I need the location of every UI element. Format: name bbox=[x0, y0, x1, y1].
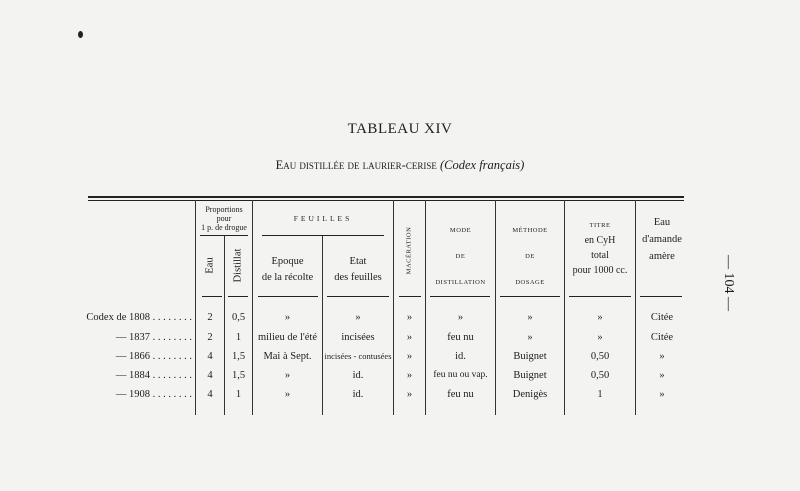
cell-epoque: Mai à Sept. bbox=[263, 351, 312, 362]
cell-eau: 4 bbox=[207, 351, 213, 362]
cell-epoque: » bbox=[284, 389, 291, 400]
header-titre-line1: TITRE bbox=[589, 222, 611, 229]
cell-maceration: » bbox=[406, 312, 413, 323]
cell-label: — 1866 . . . . . . . . bbox=[115, 351, 192, 362]
header-rule bbox=[640, 296, 682, 297]
header-rule bbox=[327, 296, 389, 297]
header-amande-line2: d'amande bbox=[642, 234, 682, 245]
header-titre-line2: en CyH bbox=[584, 235, 616, 246]
cell-etat: » bbox=[355, 312, 361, 323]
header-feuilles: FEUILLES bbox=[293, 214, 353, 223]
cell-methode: Buignet bbox=[513, 370, 547, 381]
header-titre-line3: total bbox=[591, 250, 609, 261]
header-mode-line1: MODE bbox=[449, 227, 472, 234]
cell-eau: 2 bbox=[207, 332, 213, 343]
page-title: TABLEAU XIV bbox=[347, 121, 453, 137]
cell-etat: incisées - contusées bbox=[324, 351, 392, 361]
cell-eau: 4 bbox=[207, 370, 213, 381]
header-rule bbox=[228, 296, 248, 297]
header-distillat: Distillat bbox=[232, 248, 244, 283]
cell-methode: Denigès bbox=[512, 389, 548, 400]
header-etat bbox=[323, 254, 393, 286]
cell-titre: 0,50 bbox=[590, 351, 610, 362]
page-number: — 104 — bbox=[721, 255, 736, 311]
cell-epoque: » bbox=[284, 312, 291, 323]
top-rule bbox=[88, 196, 684, 198]
cell-distillat: 1 bbox=[235, 332, 242, 343]
cell-label: — 1837 . . . . . . . . bbox=[115, 332, 192, 343]
cell-methode: » bbox=[527, 332, 533, 343]
cell-mode: feu nu bbox=[447, 332, 474, 343]
cell-etat: id. bbox=[352, 370, 364, 381]
header-titre-line4: pour 1000 cc. bbox=[572, 265, 628, 276]
header-proportions bbox=[196, 205, 252, 232]
header-eau: Eau bbox=[204, 257, 216, 274]
cell-maceration: » bbox=[406, 351, 413, 362]
cell-amande: » bbox=[659, 389, 665, 400]
header-maceration: MACÉRATION bbox=[405, 226, 413, 275]
subtitle-text: Eau distillée de laurier-cerise bbox=[275, 158, 437, 172]
cell-eau: 4 bbox=[207, 389, 213, 400]
cell-etat: id. bbox=[352, 389, 364, 400]
feuilles-brace bbox=[262, 235, 384, 236]
subtitle-italic: (Codex français) bbox=[439, 158, 525, 172]
col-rule bbox=[195, 200, 196, 415]
proportions-brace bbox=[200, 235, 248, 236]
header-methode bbox=[496, 218, 564, 296]
header-mode-line3: DISTILLATION bbox=[435, 279, 486, 286]
header-epoque-line1: Epoque bbox=[271, 256, 304, 267]
header-rule bbox=[202, 296, 222, 297]
cell-methode: » bbox=[527, 312, 533, 323]
header-epoque bbox=[253, 254, 322, 286]
cell-epoque: milieu de l'été bbox=[257, 332, 318, 343]
cell-etat: incisées bbox=[341, 332, 375, 343]
cell-label: — 1884 . . . . . . . . bbox=[115, 370, 192, 381]
cell-maceration: » bbox=[406, 370, 413, 381]
cell-mode: feu nu bbox=[447, 389, 474, 400]
cell-epoque: » bbox=[284, 370, 291, 381]
header-pour-label: pour bbox=[216, 214, 232, 223]
header-mode bbox=[426, 218, 495, 296]
cell-maceration: » bbox=[406, 389, 413, 400]
cell-methode: Buignet bbox=[513, 351, 547, 362]
cell-distillat: 1,5 bbox=[231, 370, 246, 381]
header-rule bbox=[399, 296, 421, 297]
header-methode-line3: DOSAGE bbox=[515, 279, 545, 286]
cell-distillat: 1 bbox=[235, 389, 242, 400]
cell-titre: » bbox=[597, 312, 603, 323]
cell-titre: 0,50 bbox=[590, 370, 610, 381]
col-rule bbox=[393, 200, 394, 415]
cell-amande: » bbox=[659, 351, 665, 362]
cell-mode: id. bbox=[455, 351, 466, 362]
cell-amande: Citée bbox=[650, 312, 674, 323]
header-titre bbox=[565, 218, 635, 278]
header-etat-line2: des feuilles bbox=[334, 272, 382, 283]
header-amande-line1: Eau bbox=[653, 217, 671, 228]
cell-amande: » bbox=[659, 370, 665, 381]
header-amande-line3: amère bbox=[649, 251, 675, 262]
cell-mode: feu nu ou vap. bbox=[433, 370, 488, 380]
header-rule bbox=[258, 296, 318, 297]
cell-label: — 1908 . . . . . . . . bbox=[115, 389, 192, 400]
header-epoque-line2: de la récolte bbox=[261, 272, 314, 283]
cell-maceration: » bbox=[406, 332, 413, 343]
header-rule bbox=[500, 296, 560, 297]
cell-titre: » bbox=[597, 332, 603, 343]
header-proportions-label: Proportions bbox=[205, 205, 243, 214]
cell-mode: » bbox=[457, 312, 464, 323]
header-amande bbox=[636, 214, 688, 265]
table-subtitle bbox=[0, 158, 800, 173]
header-rule bbox=[430, 296, 490, 297]
ink-dot bbox=[78, 31, 83, 38]
cell-label: Codex de 1808 . . . . . . . . bbox=[86, 312, 192, 323]
header-mode-line2: DE bbox=[455, 253, 466, 260]
header-methode-line2: DE bbox=[525, 253, 535, 260]
top-rule-thin bbox=[88, 200, 684, 201]
header-etat-line1: Etat bbox=[349, 256, 367, 267]
header-methode-line1: MÉTHODE bbox=[512, 227, 548, 234]
header-drogue-label: 1 p. de drogue bbox=[201, 223, 247, 232]
header-rule bbox=[569, 296, 631, 297]
cell-distillat: 0,5 bbox=[231, 312, 246, 323]
col-rule bbox=[252, 200, 253, 415]
cell-distillat: 1,5 bbox=[231, 351, 246, 362]
cell-amande: Citée bbox=[650, 332, 674, 343]
cell-titre: 1 bbox=[597, 389, 603, 400]
cell-eau: 2 bbox=[207, 312, 213, 323]
